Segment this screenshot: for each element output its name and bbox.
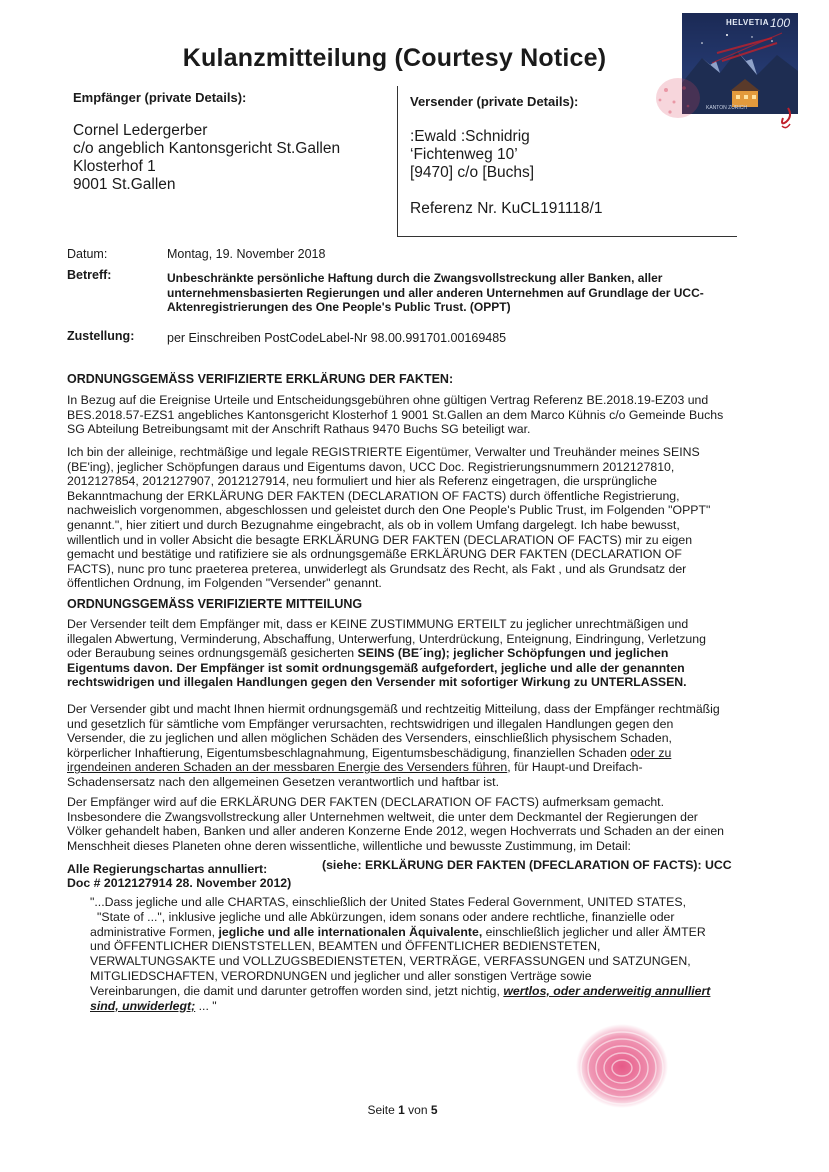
text-line: VERWALTUNGSAKTE und VOLLZUGSBEDIENSTETEN, VERTRÄGE, VERFASSUNGEN und SATZUNGEN, bbox=[90, 954, 691, 969]
date-label: Datum: bbox=[67, 247, 108, 261]
sender-address bbox=[410, 128, 534, 182]
text-run-underlined: oder zu bbox=[630, 745, 672, 760]
section-heading-facts: ORDNUNGSGEMÄSS VERIFIZIERTE ERKLÄRUNG DER FAKTEN: bbox=[67, 372, 454, 386]
subject-label: Betreff: bbox=[67, 268, 112, 282]
text-run-bold: SEINS (BE´ing); jeglicher Schöpfungen und jeglichen bbox=[357, 646, 669, 661]
paragraph-liability bbox=[67, 702, 739, 790]
text-line bbox=[67, 746, 739, 761]
paragraph-no-consent bbox=[67, 617, 739, 690]
text-line: genannt.", hier zitiert und durch Bezugnahme eingebracht, als ob in vollem Umfang dargelegt. Ich habe bewusst, bbox=[67, 517, 680, 532]
text-line bbox=[67, 646, 739, 661]
recipient-heading: Empfänger (private Details): bbox=[73, 90, 247, 105]
text-run-bold-underlined: wertlos, oder anderweitig annulliert bbox=[503, 983, 711, 998]
text-line: nachweislich vorgenommen, abgeschlossen und geleistet durch den One People's Public Trust, im Folgenden "OPPT" bbox=[67, 503, 711, 518]
paragraph-reference bbox=[67, 393, 739, 437]
text-run: oder Beraubung seines ordnungsgemäß gesicherten bbox=[67, 646, 358, 661]
charter-heading-line2: Doc # 2012127914 28. November 2012) bbox=[67, 876, 292, 890]
text-line: SG Abteilung Betreibungsamt mit der Anschrift Rathaus 9470 Buchs SG beteiligt war. bbox=[67, 422, 531, 437]
recipient-line: Klosterhof 1 bbox=[73, 158, 156, 175]
text-line: gemacht und bestätige und ratifiziere sie als ordnungsgemäße ERKLÄRUNG DER FAKTEN (DECLARATION OF bbox=[67, 547, 682, 562]
text-run: ... " bbox=[195, 998, 217, 1013]
text-line: Ich bin der alleinige, rechtmäßige und legale REGISTRIERTE Eigentümer, Verwalter und Treuhänder meines SEINS bbox=[67, 445, 700, 459]
text-line bbox=[90, 999, 750, 1014]
text-run-bold: jegliche und alle internationalen Äquivalente, bbox=[218, 924, 483, 939]
delivery-label: Zustellung: bbox=[67, 329, 135, 343]
footer-prefix: Seite bbox=[367, 1103, 399, 1117]
text-line bbox=[67, 760, 739, 775]
text-line: "State of ...", inklusive jegliche und alle Abkürzungen, idem sonans oder andere rechtliche, finanzielle oder bbox=[97, 909, 675, 924]
delivery-value: per Einschreiben PostCodeLabel-Nr 98.00.991701.00169485 bbox=[167, 331, 507, 345]
sender-heading: Versender (private Details): bbox=[410, 94, 579, 109]
text-line bbox=[90, 925, 750, 940]
subject-line: Unbeschränkte persönliche Haftung durch die Zwangsvollstreckung aller Banken, aller bbox=[167, 271, 663, 285]
text-line: In Bezug auf die Ereignise Urteile und Entscheidungsgebühren ohne gültigen Vertrag Referenz BE.2018.19-EZ03 und bbox=[67, 393, 709, 407]
paragraph-declaration bbox=[67, 795, 739, 853]
subject-text bbox=[167, 271, 704, 315]
text-line: Der Empfänger wird auf die ERKLÄRUNG DER FAKTEN (DECLARATION OF FACTS) aufmerksam gemacht. bbox=[67, 795, 665, 809]
address-divider-horizontal bbox=[397, 236, 737, 237]
charter-heading-left: Alle Regierungschartas annulliert: bbox=[67, 862, 268, 876]
charter-quote bbox=[90, 895, 750, 1013]
sender-line: ‘Fichtenweg 10’ bbox=[410, 146, 518, 163]
text-line: Schadensersatz nach den allgemeinen Gesetzen verantwortlich und haftbar ist. bbox=[67, 774, 500, 789]
text-line: Menschheit dieses Planeten ohne deren wissentliche, willentliche und bewusste Zustimmung, im Detail: bbox=[67, 838, 631, 853]
reference-number: Referenz Nr. KuCL191118/1 bbox=[410, 200, 603, 217]
text-run: Vereinbarungen, die damit und darunter getroffen worden sind, jetzt nichtig, bbox=[90, 983, 504, 998]
paragraph-ownership bbox=[67, 445, 739, 591]
red-seal-mark bbox=[648, 68, 798, 138]
sender-line: [9470] c/o [Buchs] bbox=[410, 164, 535, 181]
text-line-bold: rechtswidrigen und illegalen Handlungen gegen den Versender mit sofortiger Wirkung zu UNTERLASSEN. bbox=[67, 675, 687, 690]
text-run-underlined: irgendeinen anderen Schaden an der messbaren Energie des Versenders führen bbox=[67, 760, 508, 775]
text-line: und gesetzlich für sämtliche vom Empfänger verursachten, rechtswidrigen und illegalen Handlungen gegen den bbox=[67, 716, 674, 731]
recipient-line: 9001 St.Gallen bbox=[73, 176, 176, 193]
text-run: administrative Formen, bbox=[90, 924, 219, 939]
text-line bbox=[90, 984, 750, 999]
footer-separator: von bbox=[404, 1103, 431, 1117]
charter-heading-right: (siehe: ERKLÄRUNG DER FAKTEN (DFECLARATION OF FACTS): UCC bbox=[322, 858, 732, 872]
text-line: BES.2018.57-EZS1 angebliches Kantonsgericht Klosterhof 1 9001 St.Gallen an dem Marco Kühnis c/o Gemeinde Buchs bbox=[67, 407, 724, 422]
text-line: Völker gehandelt haben, Banken und aller anderen Konzerne Ende 2012, wegen Hochverrats und Schaden an der einen bbox=[67, 824, 724, 839]
recipient-name: Cornel Ledergerber bbox=[73, 122, 208, 139]
text-line: Insbesondere die Zwangsvollstreckung aller Unternehmen weltweit, die unter dem Deckmantel der Regierungen der bbox=[67, 809, 698, 824]
text-line: Bekanntmachung der ERKLÄRUNG DER FAKTEN (DECLARATION OF FACTS) durch öffentliche Registrierung, bbox=[67, 488, 680, 503]
text-line: illegalen Abwertung, Verminderung, Abschaffung, Unterwerfung, Unterdrückung, Enteignung, Eindringung, Verletzung bbox=[67, 631, 706, 646]
text-line: (BE'ing), jeglicher Schöpfungen daraus und Eigentums davon, UCC Doc. Registrierungsnummern 2012127810, bbox=[67, 459, 675, 474]
stamp-value: 100 bbox=[770, 16, 791, 30]
text-line: FACTS), nunc pro tunc praeterea preterea, unwiderlegt als Grundsatz des Recht, als Fakt , und als Grundsatz der bbox=[67, 561, 687, 576]
text-line: Versender, die zu jeglichen und allen möglichen Schäden des Versenders, einschließlich physischem Schaden, bbox=[67, 731, 672, 746]
date-value: Montag, 19. November 2018 bbox=[167, 247, 326, 261]
recipient-address bbox=[73, 122, 340, 194]
page-number: 1 bbox=[398, 1103, 405, 1117]
text-line: MITGLIEDSCHAFTEN, VERORDNUNGEN und jeglicher und aller sonstigen Verträge sowie bbox=[90, 968, 592, 983]
subject-line: Aktenregistrierungen des One People's Public Trust. (OPPT) bbox=[167, 300, 511, 314]
text-line-bold: Eigentums davon. Der Empfänger ist somit ordnungsgemäß aufgefordert, jegliche und alle der genannten bbox=[67, 660, 685, 675]
recipient-line: c/o angeblich Kantonsgericht St.Gallen bbox=[73, 140, 341, 157]
text-line: willentlich und in voller Absicht die besagte ERKLÄRUNG DER FAKTEN (DECLARATION OF FACTS) mir zu eigen bbox=[67, 532, 693, 547]
text-line: 2012127854, 2012127907, 2012127914, neu formuliert und hier als Referenz eingetragen, die ursprüngliche bbox=[67, 474, 658, 489]
page-total: 5 bbox=[430, 1103, 438, 1117]
sender-name: :Ewald :Schnidrig bbox=[410, 128, 530, 145]
text-line: "...Dass jegliche und alle CHARTAS, einschließlich der United States Federal Government, UNITED STATES, bbox=[90, 895, 686, 909]
stamp-country: HELVETIA bbox=[726, 18, 769, 27]
text-line: Der Versender gibt und macht Ihnen hiermit ordnungsgemäß und rechtzeitig Mitteilung, dass der Empfänger rechtmäßig bbox=[67, 702, 720, 716]
text-run: einschließlich jeglicher und aller ÄMTER bbox=[482, 924, 706, 939]
section-heading-notice: ORDNUNGSGEMÄSS VERIFIZIERTE MITTEILUNG bbox=[67, 597, 363, 611]
page-footer bbox=[0, 1103, 817, 1117]
subject-line: unternehmensbasierten Regierungen und aller anderen Unternehmen auf Grundlage der UCC- bbox=[167, 285, 704, 300]
text-line: und ÖFFENTLICHER DIENSTSTELLEN, BEAMTEN und ÖFFENTLICHER BEDIENSTETEN, bbox=[90, 939, 601, 954]
text-run: körperlicher Inhaftierung, Eigentumsbeschlagnahmung, Eigentumsbeschädigung, finanziellen Schaden bbox=[67, 745, 631, 760]
text-line: öffentlichen Ordnung, im Folgenden "Versender" genannt. bbox=[67, 576, 382, 591]
text-run-bold-underlined: sind, unwiderlegt; bbox=[90, 998, 196, 1013]
address-divider-vertical bbox=[397, 86, 398, 236]
document-title: Kulanzmitteilung (Courtesy Notice) bbox=[182, 44, 607, 72]
text-run: , für Haupt-und Dreifach- bbox=[507, 760, 643, 775]
stamp-caption: KANTON ZÜRICH bbox=[706, 105, 748, 111]
red-fingerprint-mark bbox=[566, 1018, 674, 1113]
text-line: Der Versender teilt dem Empfänger mit, dass er KEINE ZUSTIMMUNG ERTEILT zu jeglicher unrechtmäßigen und bbox=[67, 617, 689, 631]
